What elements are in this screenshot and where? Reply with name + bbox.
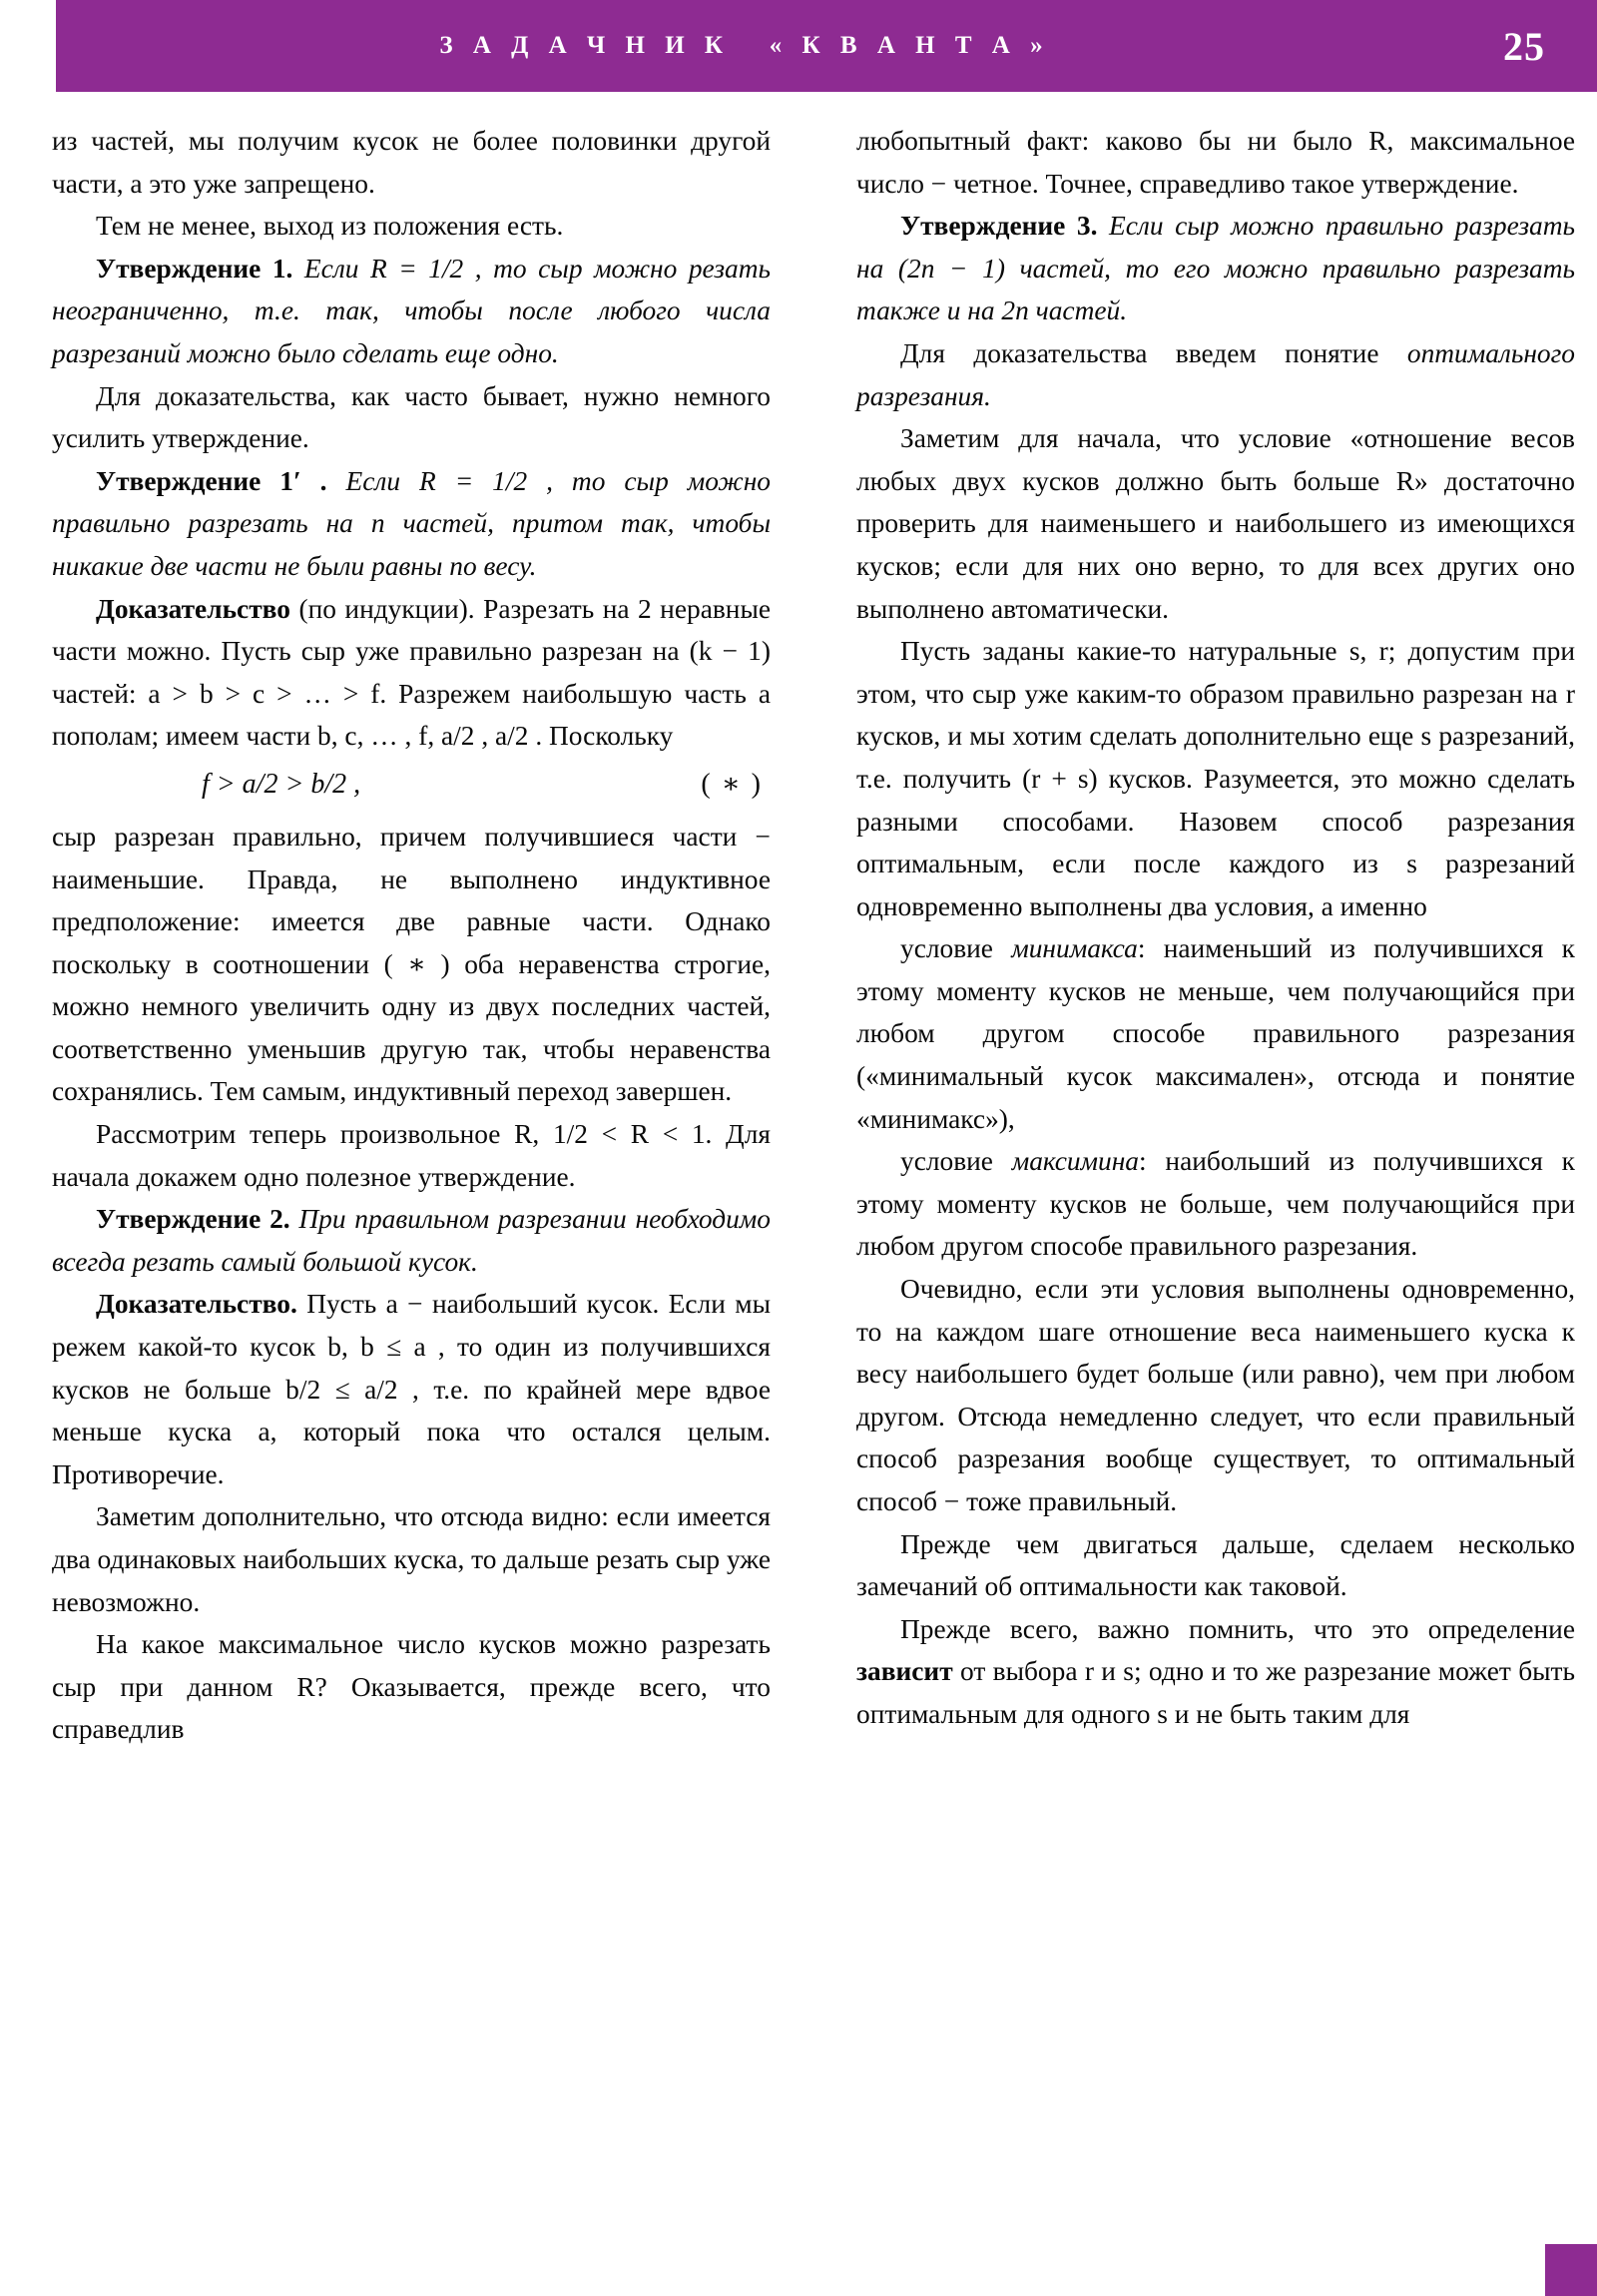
paragraph: сыр разрезан правильно, причем получившиеся части − наименьшие. Правда, не выполнено индуктивное предположение: имеется две равные части. Однако поскольку в соотношении ( ∗ ) оба неравенства строгие, можно немного увеличить одну из двух последних частей, соответственно уменьшив другую так, чтобы неравенства сохранялись. Тем самым, индуктивный переход завершен. [52,821,771,1107]
page-number: 25 [1503,23,1545,69]
maximin-condition-paragraph [856,1140,1575,1268]
statement-1-body: Если R = 1/2 , то сыр можно резать неограниченно, т.е. так, чтобы после любого числа разрезаний можно было сделать еще одно. [52,253,771,368]
paragraph: На какое максимальное число кусков можно разрезать сыр при данном R? Оказывается, прежде всего, что справедлив [52,1629,771,1745]
maximin-lead: условие [900,1146,1012,1177]
statement-1prime-label: Утверждение 1′ . [96,465,327,496]
body-columns [0,120,1597,2286]
statement-1-paragraph [52,248,771,375]
page-header-band [56,0,1597,92]
display-formula [52,764,771,808]
statement-1prime-body: Если R = 1/2 , то сыр можно правильно разрезать на n частей, притом так, чтобы никакие две части не были равны по весу. [52,465,771,581]
statement-1prime-paragraph [52,460,771,588]
page-header-title: З А Д А Ч Н И К « К В А Н Т А » [439,32,1050,59]
optimal-cut-lead: Для доказательства введем понятие [900,337,1407,368]
statement-2-label: Утверждение 2. [96,1204,290,1235]
statement-2-body: При правильном разрезании необходимо всегда резать самый большой кусок. [52,1204,771,1277]
paragraph: из частей, мы получим кусок не более половинки другой части, а это уже запрещено. [52,126,771,199]
formula-tag: ( ∗ ) [701,768,763,800]
statement-3-body: Если сыр можно правильно разрезать на (2n − 1) частей, то его можно правильно разрезать также и на 2n частей. [856,211,1576,326]
minimax-condition-paragraph [856,927,1575,1140]
proof-1-paragraph [52,588,771,758]
dependency-body: от выбора r и s; одно и то же разрезание может быть оптимальным для одного s и не быть таким для [856,1656,1575,1729]
proof-2-body: Пусть a − наибольший кусок. Если мы режем какой-то кусок b, b ≤ a , то один из получившихся кусков не больше b/2 ≤ a/2 , т.е. по крайней мере вдвое меньше куска a, который пока что остался целым. Противоречие. [52,1289,771,1489]
minimax-term: минимакса [1011,933,1138,964]
paragraph: любопытный факт: каково бы ни было R, максимальное число − четное. Точнее, справедливо такое утверждение. [856,126,1575,199]
dependency-lead: Прежде всего, важно помнить, что это определение [900,1613,1575,1644]
statement-1-label: Утверждение 1. [96,253,293,284]
formula-expression: f > a/2 > b/2 , [202,768,361,800]
paragraph [856,1608,1575,1736]
minimax-body: : наименьший из получившихся к этому моменту кусков не меньше, чем получающийся при любом другом способе правильного разрезания («минимальный кусок максимален», отсюда и понятие «минимакс»), [856,933,1575,1134]
statement-2-paragraph [52,1198,771,1283]
paragraph: Очевидно, если эти условия выполнены одновременно, то на каждом шаге отношение веса наименьшего куска к весу наибольшего будет больше (или равно), чем при любом другом. Отсюда немедленно следует, что если правильный способ разрезания вообще существует, то оптимальный способ − тоже правильный. [856,1274,1575,1516]
proof-2-paragraph [52,1283,771,1495]
proof-1-body: (по индукции). Разрезать на 2 неравные части можно. Пусть сыр уже правильно разрезан на (k − 1) частей: a > b > c > … > f. Разрежем наибольшую часть a пополам; имеем части b, c, … , f, a/2 , a/2 . Поскольку [52,593,771,752]
paragraph: Тем не менее, выход из положения есть. [96,211,564,242]
paragraph: Прежде чем двигаться дальше, сделаем несколько замечаний об оптимальности как таковой. [856,1528,1575,1602]
proof-2-label: Доказательство. [96,1289,297,1320]
maximin-term: максимина [1011,1146,1140,1177]
left-column [52,120,771,1751]
paragraph: Пусть заданы какие-то натуральные s, r; допустим при этом, что сыр уже каким-то образом правильно разрезан на r кусков, и мы хотим сделать дополнительно еще s разрезаний, т.е. получить (r + s) кусков. Разумеется, это можно сделать разными способами. Назовем способ разрезания оптимальным, если после каждого из s разрезаний одновременно выполнены два условия, а именно [856,636,1575,921]
optimal-cut-term: оптимального разрезания. [856,337,1575,411]
paragraph: Заметим дополнительно, что отсюда видно: если имеется два одинаковых наибольших куска, то дальше резать сыр уже невозможно. [52,1501,771,1617]
maximin-body: : наибольший из получившихся к этому моменту кусков не больше, чем получающийся при любом другом способе правильного разрезания. [856,1146,1575,1262]
dependency-emphasis: зависит [856,1656,953,1687]
statement-3-label: Утверждение 3. [900,211,1098,242]
proof-1-label: Доказательство [96,593,290,624]
corner-marker [1545,2244,1597,2296]
optimal-cut-definition-paragraph [856,332,1575,417]
statement-3-paragraph [856,205,1575,332]
paragraph: Для доказательства, как часто бывает, нужно немного усилить утверждение. [52,380,771,454]
right-column [856,120,1575,1736]
minimax-lead: условие [900,933,1012,964]
paragraph: Заметим для начала, что условие «отношение весов любых двух кусков должно быть больше R» достаточно проверить для наименьшего и наибольшего из имеющихся кусков; если для них оно верно, то для всех других оно выполнено автоматически. [856,423,1575,624]
paragraph: Рассмотрим теперь произвольное R, 1/2 < R < 1. Для начала докажем одно полезное утверждение. [52,1119,771,1192]
